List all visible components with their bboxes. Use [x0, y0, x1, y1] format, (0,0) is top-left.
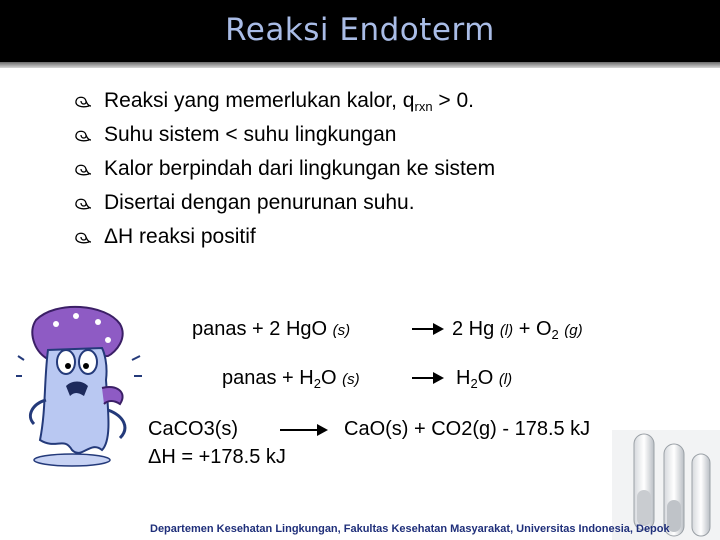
equation-1-left: panas + 2 HgO (s): [192, 318, 351, 340]
title-divider: [0, 62, 720, 68]
bullet-text: Kalor berpindah dari lingkungan ke sistem: [104, 157, 496, 180]
bullet-item: [72, 186, 495, 220]
shivering-ghost-illustration: [16, 300, 144, 480]
bullet-icon: [72, 228, 92, 246]
bullet-text: Reaksi yang memerlukan kalor, $q_{rxn} > 0$.: [104, 88, 474, 114]
footer-affiliation: Departemen Kesehatan Lingkungan, Fakultas Kesehatan Masyarakat, Universitas Indonesia, Depok: [150, 523, 670, 535]
bullet-item: [72, 84, 495, 118]
bullet-text: Suhu sistem < suhu lingkungan: [104, 123, 397, 146]
equation-2-left: panas + $H_2O$ (s): [222, 367, 360, 391]
bullet-text: Disertai dengan penurunan suhu.: [104, 191, 415, 214]
bullet-item: [72, 220, 495, 254]
enthalpy-change: ΔH = +178.5 kJ: [148, 446, 286, 468]
bullet-icon: [72, 126, 92, 144]
bullet-item: [72, 152, 495, 186]
reaction-arrow: [412, 377, 442, 379]
reaction-arrow: [280, 429, 326, 431]
equation-3-left: CaCO3(s): [148, 418, 239, 440]
equation-1-right: 2 Hg $(l) + O_2$ (g): [452, 318, 583, 342]
equation-2-right: $H_2O$ (l): [456, 367, 513, 391]
bullet-icon: [72, 194, 92, 212]
title-bar: [0, 0, 720, 62]
bullet-list: [72, 84, 495, 254]
bullet-icon: [72, 92, 92, 110]
reaction-arrow: [412, 328, 442, 330]
equation-3-right: CaO(s) + CO2(g) - 178.5 kJ: [344, 418, 591, 440]
bullet-icon: [72, 160, 92, 178]
bullet-item: [72, 118, 495, 152]
bullet-text: ΔH reaksi positif: [104, 225, 256, 248]
slide-title: Reaksi Endoterm: [225, 12, 495, 48]
